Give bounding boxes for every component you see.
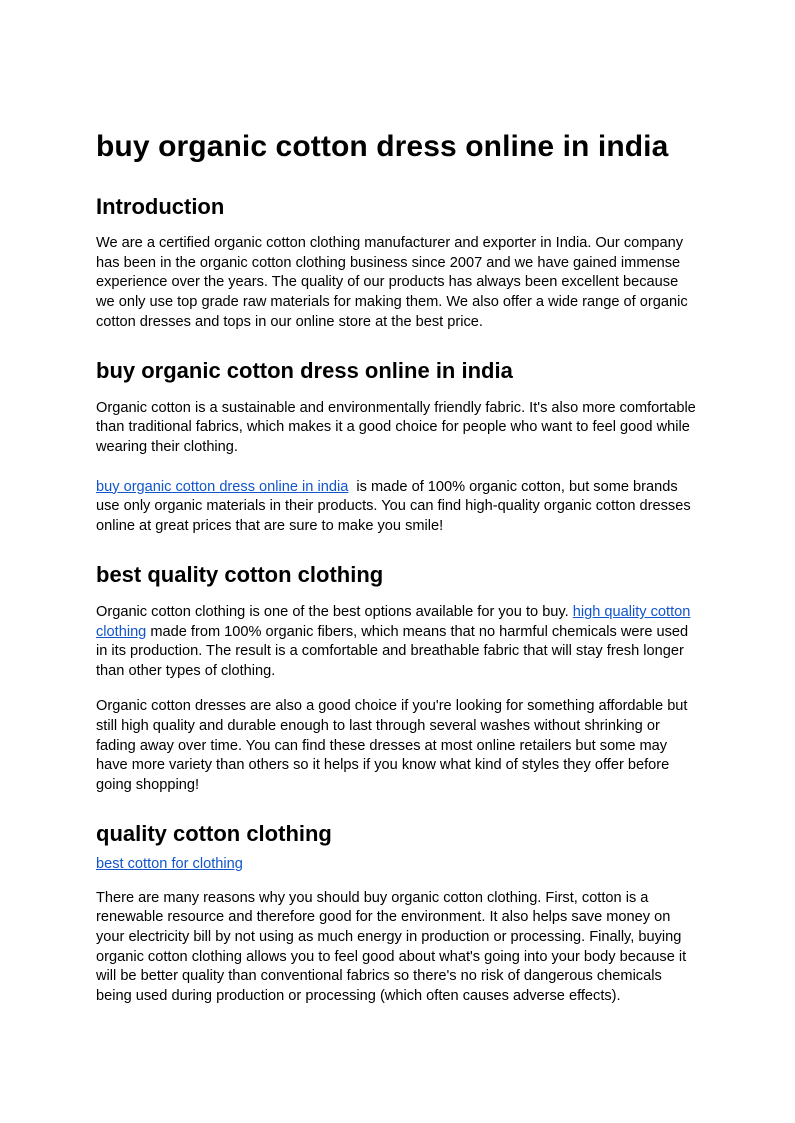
best-quality-text-before: Organic cotton clothing is one of the best options available for you to buy. — [96, 604, 573, 621]
best-quality-heading: best quality cotton clothing — [96, 562, 384, 588]
quality-cotton-paragraph: There are many reasons why you should buy organic cotton clothing. First, cotton is a renewable resource and therefore good for the environment. It also helps save money on your electricity bill by not using as much energy in production or processing. Finally, buying organic cotton clothing allows you to feel good about what's going into your body because it will be better quality than conventional fabrics so there's no risk of dangerous chemicals being used during production or processing (which often causes adverse effects). — [96, 889, 687, 1004]
best-quality-text-after: made from 100% organic fibers, which means that no harmful chemicals were used in its production. The result is a comfortable and breathable fabric that will stay fresh longer than other types of clothing. — [96, 623, 689, 679]
best-quality-paragraph-2: Organic cotton dresses are also a good choice if you're looking for something affordable but still high quality and durable enough to last through several washes without shrinking or fading away over time. You can find these dresses at most online retailers but some may have more variety than others so it helps if you know what kind of styles they offer before going shopping! — [96, 698, 688, 793]
buy-organic-paragraph-2 — [96, 478, 699, 537]
quality-cotton-heading: quality cotton clothing — [96, 821, 332, 847]
buy-organic-paragraph-2-text: is made of 100% organic cotton, but some brands use only organic materials in their products. You can find high-quality organic cotton dresses online at great prices that are sure to make you smile! — [96, 478, 695, 534]
best-cotton-link[interactable]: best cotton for clothing — [96, 856, 243, 873]
buy-organic-heading: buy organic cotton dress online in india — [96, 358, 513, 384]
best-quality-paragraph-1 — [96, 603, 699, 681]
introduction-heading: Introduction — [96, 193, 225, 219]
introduction-paragraph: We are a certified organic cotton clothing manufacturer and exporter in India. Our company has been in the organic cotton clothing business since 2007 and we have gained immense experience over the years. The quality of our products has always been excellent because we only use top grade raw materials for making them. We also offer a wide range of organic cotton dresses and tops in our online store at the best price. — [96, 235, 688, 330]
high-quality-cotton-link[interactable]: high quality cotton clothing — [96, 604, 691, 640]
buy-organic-link[interactable]: buy organic cotton dress online in india — [96, 478, 349, 495]
section-introduction — [96, 192, 699, 333]
best-cotton-link-line — [96, 855, 699, 875]
buy-organic-paragraph-1: Organic cotton is a sustainable and environmentally friendly fabric. It's also more comfortable than traditional fabrics, which makes it a good choice for people who want to feel good while wearing their clothing. — [96, 399, 696, 456]
section-buy-organic — [96, 356, 699, 536]
section-best-quality — [96, 560, 699, 795]
page-title: buy organic cotton dress online in india — [96, 130, 669, 163]
section-quality-cotton — [96, 819, 699, 1006]
